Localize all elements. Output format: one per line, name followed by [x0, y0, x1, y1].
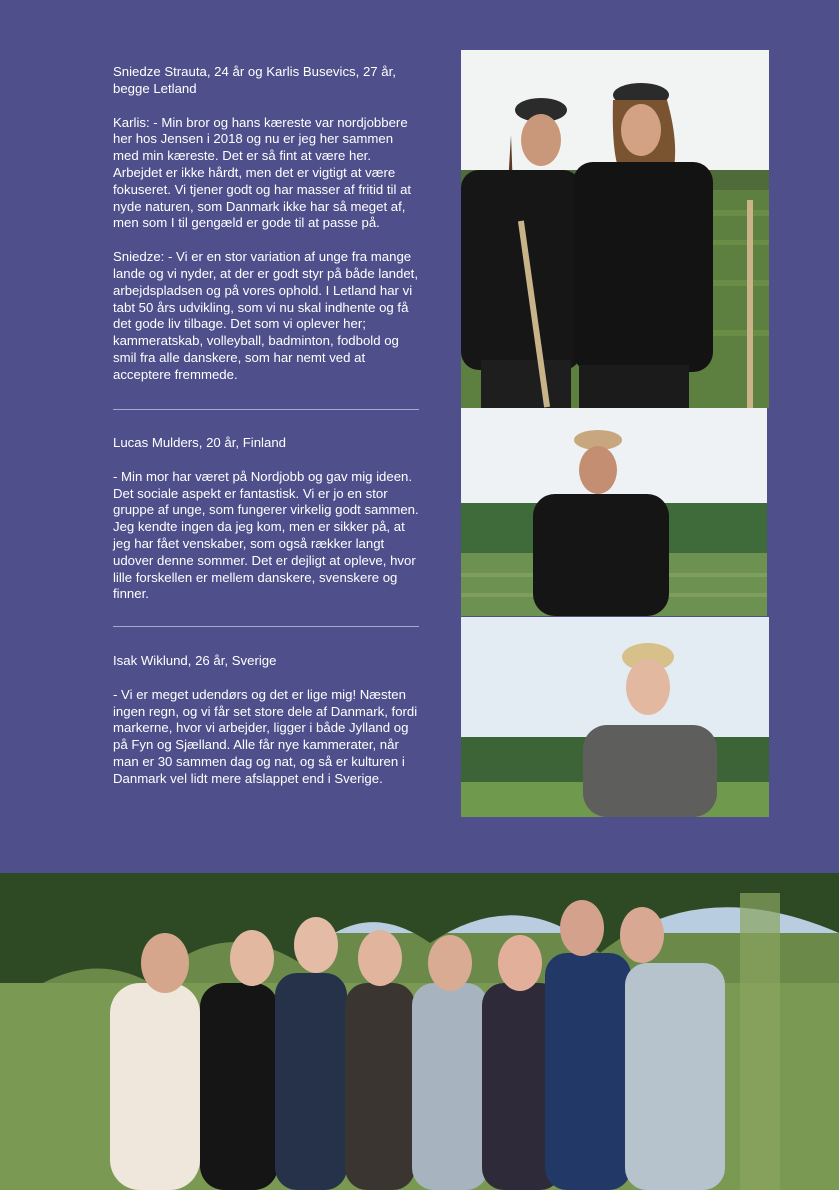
profile-quote-isak: - Vi er meget udendørs og det er lige mig! Næsten ingen regn, og vi får set store dele af Danmark, fordi markerne, hvor vi arbejder, ligger i både Jylland og på Fyn og Sjælland. Alle får nye kammerater, når man er 30 sammen dag og nat, og så er kulturen i Danmark vel lidt mere afslappet end i Sverige. — [113, 686, 418, 786]
profile-quote-lucas: - Min mor har været på Nordjobb og gav mig ideen. Det sociale aspekt er fantastisk. Vi er jo en stor gruppe af unge, som fungerer virkelig godt sammen. Jeg kendte ingen da jeg kom, men er sikker på, at jeg har fået venskaber, som også rækker langt udover denne sommer. Det er dejligt at opleve, hvor lille forskellen er mellem danskere, svenskere og finner. — [113, 468, 419, 602]
profile-isak — [113, 653, 419, 788]
profile-lucas — [113, 435, 419, 626]
profile-quote-karlis: Karlis: - Min bror og hans kæreste var nordjobbere her hos Jensen i 2018 og nu er jeg her sammen med min kæreste. Det er så fint at være her. Arbejdet er ikke hårdt, men det er vigtigt at være fokuseret. Vi tjener godt og har masser af fritid til at nyde naturen, som Danmark ikke har så meget af, men som I til gengæld er gode til at passe på. — [113, 114, 412, 231]
photo-sniedze-karlis — [461, 50, 769, 408]
section-divider — [113, 626, 419, 627]
photo-lucas — [461, 408, 767, 616]
group-photo — [0, 873, 839, 1190]
profile-name: Isak Wiklund, 26 år, Sverige — [113, 653, 277, 668]
photo-isak — [461, 617, 769, 817]
profile-quote-sniedze: Sniedze: - Vi er en stor variation af unge fra mange lande og vi nyder, at der er godt styr på både landet, arbejdspladsen og på vores ophold. I Letland har vi tabt 50 års udvikling, som vi nu skal indhente og få det gode liv tilbage. Det som vi oplever her; kammeratskab, volleyball, badminton, fodbold og smil fra alle danskere, som har nemt ved at acceptere fremmede. — [113, 249, 418, 382]
section-divider — [113, 409, 419, 410]
profile-sniedze-karlis — [113, 64, 419, 398]
article-text-column — [113, 64, 419, 788]
profile-name: Lucas Mulders, 20 år, Finland — [113, 435, 286, 450]
profile-name: Sniedze Strauta, 24 år og Karlis Busevics, 27 år, begge Letland — [113, 64, 396, 96]
